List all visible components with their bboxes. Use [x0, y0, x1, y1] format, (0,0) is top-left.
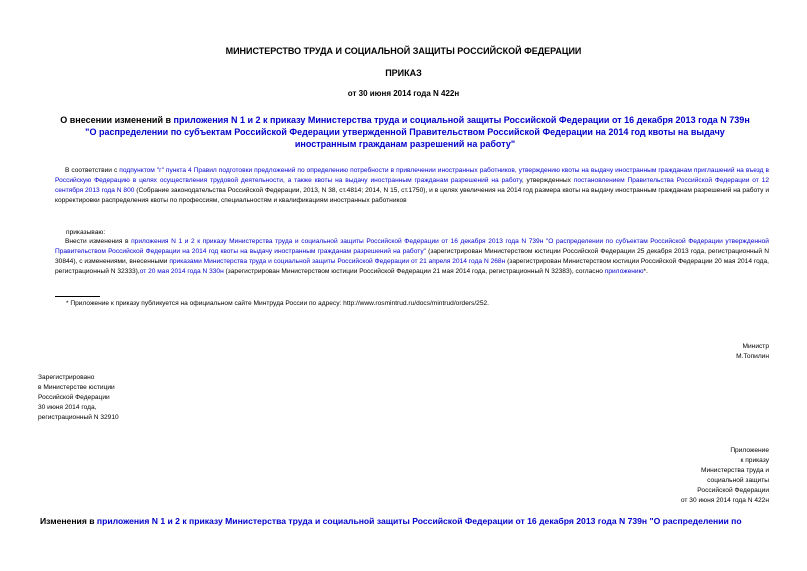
signature-position: Министр	[742, 343, 769, 350]
order-link-268n[interactable]: приказами Министерства труда и социальной защиты Российской Федерации от 21 апреля 2014 года N 268н	[169, 258, 506, 265]
document-date-number: от 30 июня 2014 года N 422н	[347, 89, 460, 98]
order-text-5: *.	[643, 268, 648, 275]
changes-heading-text: Изменения в	[40, 516, 97, 526]
appendix-label-1: Приложение	[730, 447, 769, 454]
appendix-label-6: от 30 июня 2014 года N 422н	[680, 497, 769, 504]
order-text-1: Внести изменения в	[65, 238, 132, 245]
appendix-label-3: Министерства труда и	[700, 467, 769, 474]
registration-line-3: Российской Федерации	[38, 394, 110, 401]
registration-line-5: регистрационный N 32910	[38, 414, 119, 421]
order-command: приказываю:	[66, 229, 106, 236]
preamble-link-rules[interactable]: подпунктом "г" пункта 4 Правил подготовки предложений по определению потребности в привлечении иностранных работников, утверждению квоты на выдачу иностранным гражданам приглашений на въезд в Российскую Федерацию в целях осуществления трудовой деятельности, а также квоты на выдачу иностранным гражданам разрешений на работу	[55, 167, 769, 184]
registration-line-1: Зарегистрировано	[38, 374, 95, 381]
registration-line-4: 30 июня 2014 года,	[38, 404, 97, 411]
order-text-2: (зарегистрирован Министерством юстиции Российской Федерации 25 декабря 2013 года, регистрационный N 30844), с изменениями, внесенными	[55, 248, 769, 265]
signature-name: М.Топилин	[736, 353, 769, 360]
document-type: ПРИКАЗ	[385, 68, 422, 78]
appendix-label-4: социальной защиты	[707, 477, 769, 484]
changes-heading	[40, 516, 800, 526]
appendix-label-2: к приказу	[740, 457, 769, 464]
preamble-text-1: В соответствии с	[65, 167, 120, 174]
footnote-divider	[55, 296, 100, 297]
order-text-3: (зарегистрирован Министерством юстиции Российской Федерации 20 мая 2014 года, регистрационный N 32333),	[55, 258, 770, 275]
ministry-heading: МИНИСТЕРСТВО ТРУДА И СОЦИАЛЬНОЙ ЗАЩИТЫ РОССИЙСКОЙ ФЕДЕРАЦИИ	[225, 46, 582, 56]
document-title	[55, 114, 755, 150]
preamble-text-2: , утвержденных	[521, 177, 574, 184]
order-paragraph	[55, 237, 769, 277]
preamble-link-decree[interactable]: постановлением Правительства Российской Федерации от 12 сентября 2013 года N 800	[55, 177, 769, 194]
title-text: О внесении изменений в	[60, 115, 174, 125]
footnote: * Приложение к приказу публикуется на официальном сайте Минтруда России по адресу: http://www.rosmintrud.ru/docs/mintrud/orders/252.	[66, 300, 490, 307]
order-link-330n[interactable]: от 20 мая 2014 года N 330н	[139, 268, 224, 275]
order-text-4: (зарегистрирован Министерством юстиции Российской Федерации 21 мая 2014 года, регистрационный N 32383), согласно	[223, 268, 605, 275]
order-link-appendix[interactable]: приложению	[604, 268, 644, 275]
preamble-paragraph	[55, 166, 769, 206]
registration-line-2: в Министерстве юстиции	[38, 384, 115, 391]
preamble-text-3: (Собрание законодательства Российской Федерации, 2013, N 38, ст.4814; 2014, N 15, ст.1750), и в целях увеличения на 2014 год размера квоты на выдачу иностранным гражданам разрешений на работу и корректировки распределения квоты по профессиям, специальностям и квалификациям иностранных работников	[55, 187, 769, 204]
order-link-appendices[interactable]: приложения N 1 и 2 к приказу Министерства труда и социальной защиты Российской Федерации от 16 декабря 2013 года N 739н "О распределении по субъектам Российской Федерации утвержденной Правительством Российской Федерации на 2014 год квоты на выдачу иностранным гражданам разрешений на работу"	[55, 238, 769, 255]
changes-heading-link[interactable]: приложения N 1 и 2 к приказу Министерства труда и социальной защиты Российской Федерации от 16 декабря 2013 года N 739н "О распределении по	[96, 516, 742, 526]
appendix-label-5: Российской Федерации	[697, 487, 769, 494]
title-link[interactable]: приложения N 1 и 2 к приказу Министерства труда и социальной защиты Российской Федерации от 16 декабря 2013 года N 739н "О распределении по субъектам Российской Федерации утвержденной Правительством Российской Федерации на 2014 год квоты на выдачу иностранным гражданам разрешений на работу"	[85, 115, 750, 149]
